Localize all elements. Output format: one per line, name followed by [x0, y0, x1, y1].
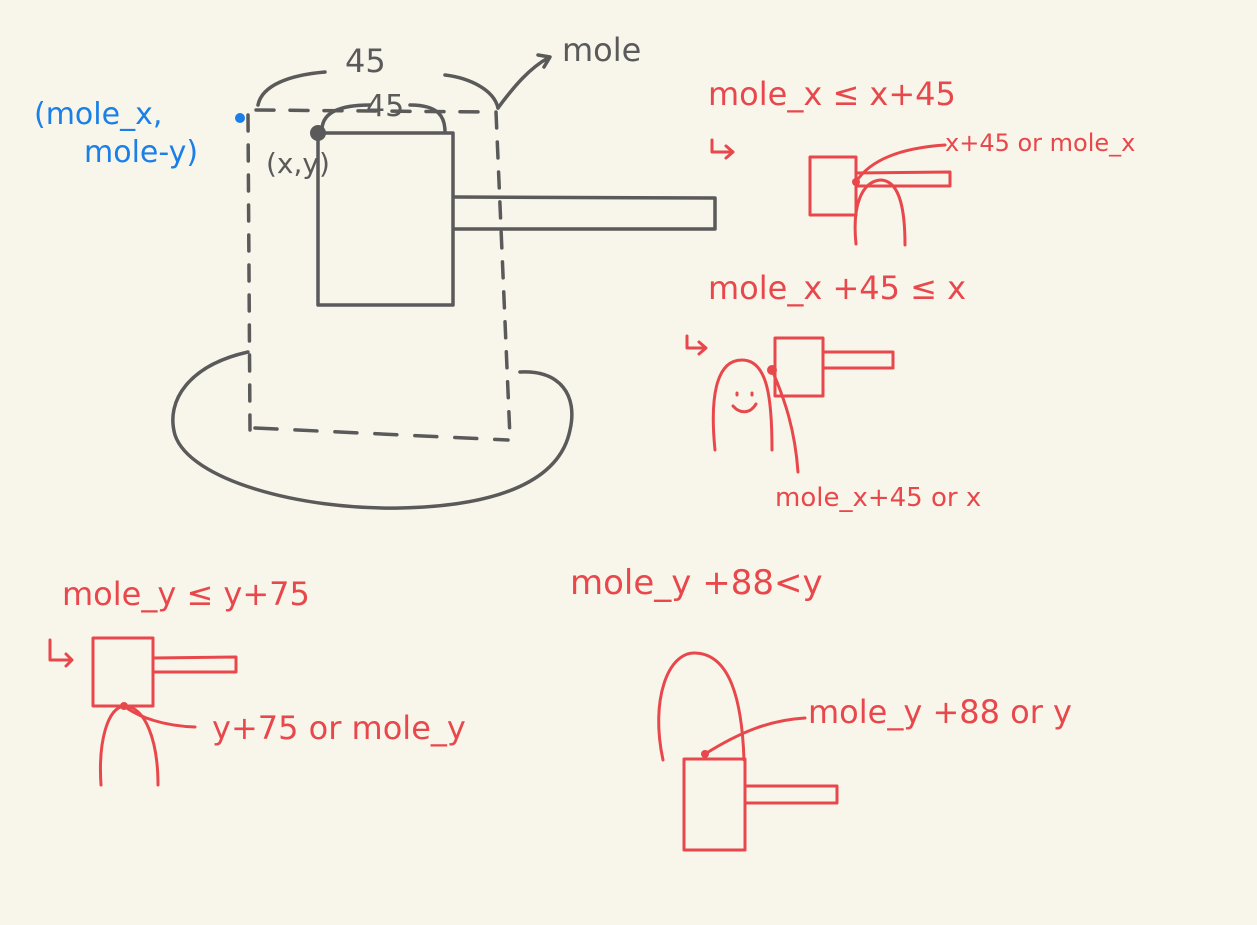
mole-label: mole	[562, 31, 642, 69]
case2-note-label: mole_x+45 or x	[775, 483, 982, 513]
outer-width-label: 45	[345, 42, 386, 80]
case4-condition-label: mole_y +88<y	[570, 563, 823, 603]
case2-mole-smile	[733, 404, 756, 412]
case3-hammer-handle	[153, 657, 236, 672]
case4-hammer-handle	[745, 786, 837, 803]
hammer-head-rect	[318, 133, 453, 305]
mole-hole-outline	[173, 352, 572, 508]
case1-note-label: x+45 or mole_x	[945, 129, 1136, 157]
mole-pointer-arrow	[498, 55, 550, 108]
hammer-coordinate-label: (x,y)	[266, 147, 330, 180]
hammer-width-label: 45	[366, 89, 405, 124]
case2-condition-label: mole_x +45 ≤ x	[708, 269, 967, 307]
hammer-handle-rect	[455, 197, 715, 229]
mole-coordinate-label-line1: (mole_x,	[34, 97, 163, 132]
case1-pointer-line	[856, 145, 945, 182]
case4-note-label: mole_y +88 or y	[808, 693, 1072, 731]
mole-hitbox-bottom-dashed	[255, 428, 508, 440]
case4-hammer-head	[684, 759, 745, 850]
case1-arrow-icon	[712, 140, 733, 158]
case3-note-label: y+75 or mole_y	[212, 709, 466, 747]
case2-arrow-icon	[687, 336, 706, 354]
case4-mole-outline	[659, 653, 744, 760]
case1-mole-outline	[855, 180, 905, 245]
mole-coordinate-label-line2: mole-y)	[84, 135, 199, 170]
case4-contact-dot	[701, 750, 709, 758]
case1-hammer-head	[810, 157, 856, 215]
hammer-origin-dot	[310, 125, 326, 141]
case3-hammer-head	[93, 638, 153, 706]
case3-arrow-icon	[50, 640, 72, 666]
case3-condition-label: mole_y ≤ y+75	[62, 575, 310, 613]
case1-contact-dot	[852, 178, 860, 186]
case2-mole-outline	[713, 360, 772, 450]
mole-origin-dot	[235, 113, 245, 123]
mole-hitbox-left-dashed	[248, 115, 250, 430]
case2-hammer-head	[775, 338, 823, 396]
case3-contact-dot	[120, 702, 128, 710]
case2-contact-dot	[767, 365, 777, 375]
case1-condition-label: mole_x ≤ x+45	[708, 75, 956, 113]
case2-hammer-handle	[823, 352, 893, 368]
mole-hitbox-right-dashed	[496, 112, 510, 438]
case4-pointer-line	[705, 718, 805, 754]
